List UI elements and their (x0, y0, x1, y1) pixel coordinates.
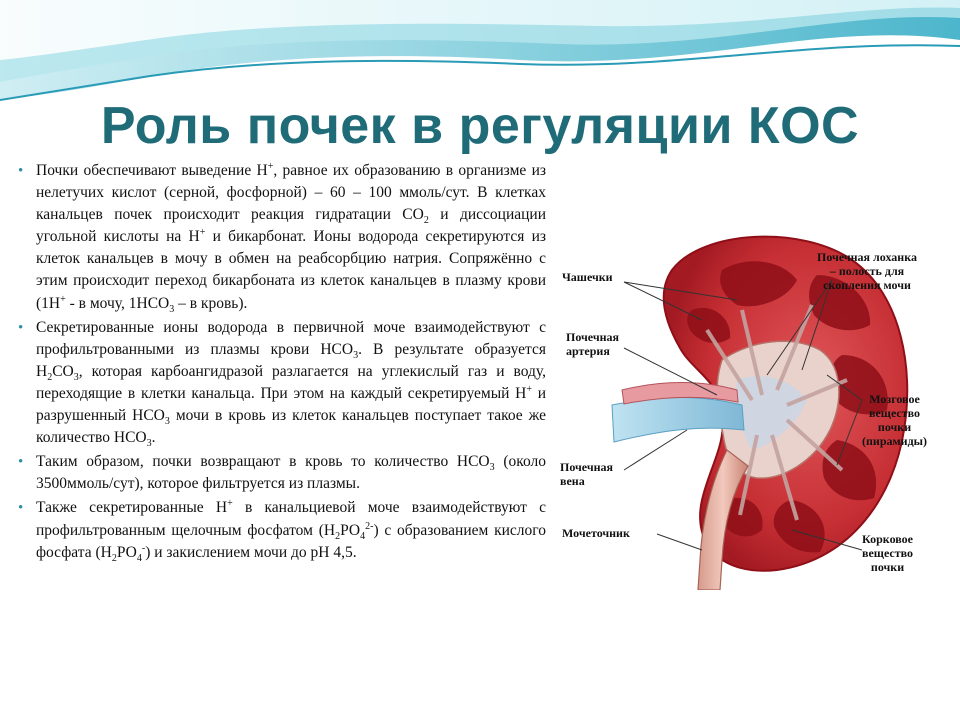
bullet-item: • Почки обеспечивают выведение Н+, равное их образованию в организме из нелетучих кислот (серной, фосфорной) – 60 – 100 ммоль/сут. В клетках канальцев почек происходит реакция гидратации $СО_2$ и диссоциации угольной кислоты на Н+ и бикарбонат. Ионы водорода секретируются из клеток канальцев в мочу в обмен на реабсорбцию натрия. Сопряжённо с этим происходит переход бикарбоната из клеток канальцев в плазму крови (1Н+ - в мочу, $1НСО_3$ – в кровь). (18, 160, 547, 315)
label-medulla: Мозговое вещество почки (пирамиды) (862, 392, 928, 448)
label-ureter: Мочеточник (562, 526, 630, 540)
text-content (14, 160, 546, 566)
slide-title: Роль почек в регуляции КОС (100, 97, 860, 155)
bullet-dot-icon: • (18, 500, 24, 517)
label-renal-pelvis: Почечная лоханка – полость для скопления мочи (817, 250, 917, 292)
bullet-dot-icon: • (18, 163, 24, 179)
bullet-item: • Секретированные ионы водорода в первичной моче взаимодействуют с профильтрованными из плазмы крови $НСО_3$. В результате образуется $Н_2СО_3$, которая карбоангидразой разлагается на углекислый газ и воду, переходящие в клетки канальца. При этом на каждый секретируемый Н+ и разрушенный $НСО_3$ мочи в кровь из клеток канальцев поступает такое же количество $НСО_3$. (18, 318, 546, 450)
header-waves (0, 0, 960, 110)
bullet-dot-icon: • (18, 454, 24, 471)
bullet-item: • Таким образом, почки возвращают в кровь то количество $НСО_3$ (около 3500ммоль/сут), которое фильтруется из плазмы. (18, 453, 547, 493)
bullet-item: • Также секретированные Н+ в канальциевой моче взаимодействуют с профильтрованным щелочным фосфатом $(Н_2РО_4^{2-})$ с образованием кислого фосфата $(Н_2РО_4^-)$ и закислением мочи до рН 4,5. (18, 498, 547, 564)
bullet-dot-icon: • (18, 319, 24, 336)
kidney-diagram (552, 230, 948, 590)
label-calyces: Чашечки (562, 270, 613, 284)
label-renal-artery: Почечная артерия (566, 330, 619, 358)
label-renal-vein: Почечная вена (560, 460, 613, 488)
label-cortex: Корковое вещество почки (862, 532, 914, 574)
